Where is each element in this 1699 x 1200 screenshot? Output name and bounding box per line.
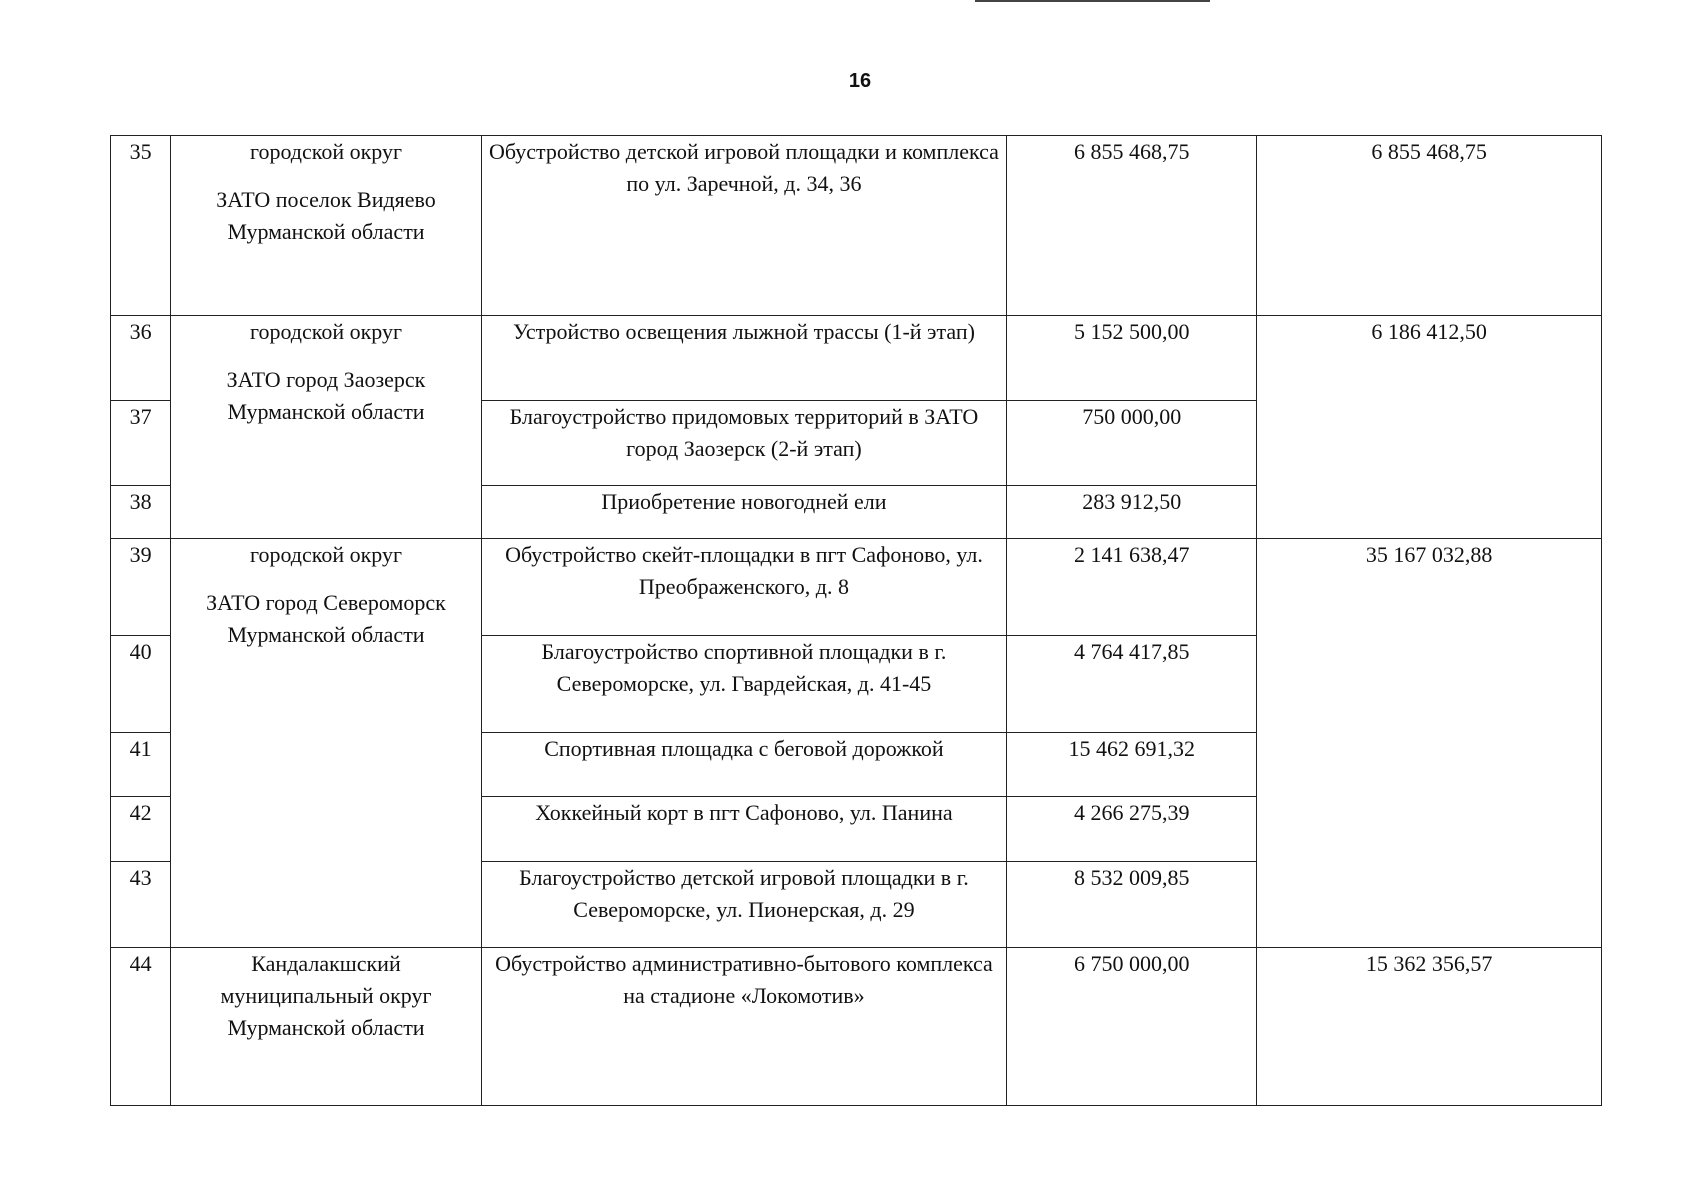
row-number: 41 (111, 733, 171, 797)
amount-cell: 15 462 691,32 (1007, 733, 1257, 797)
total-cell: 6 855 468,75 (1257, 136, 1602, 316)
row-number: 36 (111, 316, 171, 401)
row-number: 40 (111, 636, 171, 733)
table-row (111, 948, 1602, 1106)
project-cell: Благоустройство придомовых территорий в ЗАТО город Заозерск (2-й этап) (481, 401, 1006, 486)
project-cell: Обустройство детской игровой площадки и комплекса по ул. Заречной, д. 34, 36 (481, 136, 1006, 316)
amount-cell: 6 855 468,75 (1007, 136, 1257, 316)
municipality-line: Мурманской области (227, 399, 425, 424)
row-number: 35 (111, 136, 171, 316)
amount-cell: 4 764 417,85 (1007, 636, 1257, 733)
total-cell: 6 186 412,50 (1257, 316, 1602, 539)
amount-cell: 750 000,00 (1007, 401, 1257, 486)
municipality-cell (171, 948, 481, 1106)
row-number: 42 (111, 797, 171, 862)
table-row (111, 136, 1602, 316)
amount-cell: 4 266 275,39 (1007, 797, 1257, 862)
municipality-cell (171, 316, 481, 539)
row-number: 43 (111, 862, 171, 948)
total-cell: 15 362 356,57 (1257, 948, 1602, 1106)
table-row (111, 539, 1602, 636)
row-number: 37 (111, 401, 171, 486)
project-cell: Обустройство административно-бытового комплекса на стадионе «Локомотив» (481, 948, 1006, 1106)
total-cell: 35 167 032,88 (1257, 539, 1602, 948)
municipality-line: Кандалакшский (251, 951, 401, 976)
municipality-line: Мурманской области (227, 1015, 425, 1040)
amount-cell: 5 152 500,00 (1007, 316, 1257, 401)
project-cell: Устройство освещения лыжной трассы (1-й этап) (481, 316, 1006, 401)
row-number: 38 (111, 486, 171, 539)
municipality-cell (171, 539, 481, 948)
row-number: 39 (111, 539, 171, 636)
amount-cell: 6 750 000,00 (1007, 948, 1257, 1106)
amount-cell: 2 141 638,47 (1007, 539, 1257, 636)
amount-cell: 283 912,50 (1007, 486, 1257, 539)
table-row (111, 316, 1602, 401)
project-cell: Спортивная площадка с беговой дорожкой (481, 733, 1006, 797)
municipality-line: городской округ (249, 319, 403, 344)
subsidy-table (110, 135, 1602, 1106)
municipality-line: Мурманской области (227, 622, 425, 647)
municipality-line: городской округ (249, 542, 403, 567)
project-cell: Обустройство скейт-площадки в пгт Сафоново, ул. Преображенского, д. 8 (481, 539, 1006, 636)
municipality-line: муниципальный округ (220, 983, 432, 1008)
project-cell: Благоустройство детской игровой площадки в г. Североморске, ул. Пионерская, д. 29 (481, 862, 1006, 948)
top-rule (975, 0, 1210, 2)
municipality-line: Мурманской области (227, 219, 425, 244)
project-cell: Приобретение новогодней ели (481, 486, 1006, 539)
municipality-line: городской округ (249, 139, 403, 164)
project-cell: Хоккейный корт в пгт Сафоново, ул. Панина (481, 797, 1006, 862)
amount-cell: 8 532 009,85 (1007, 862, 1257, 948)
row-number: 44 (111, 948, 171, 1106)
project-cell: Благоустройство спортивной площадки в г. Североморске, ул. Гвардейская, д. 41-45 (481, 636, 1006, 733)
municipality-cell (171, 136, 481, 316)
municipality-line: ЗАТО поселок Видяево (216, 187, 436, 212)
municipality-line: ЗАТО город Североморск (206, 590, 446, 615)
page-number: 16 (848, 70, 872, 92)
municipality-line: ЗАТО город Заозерск (226, 367, 426, 392)
